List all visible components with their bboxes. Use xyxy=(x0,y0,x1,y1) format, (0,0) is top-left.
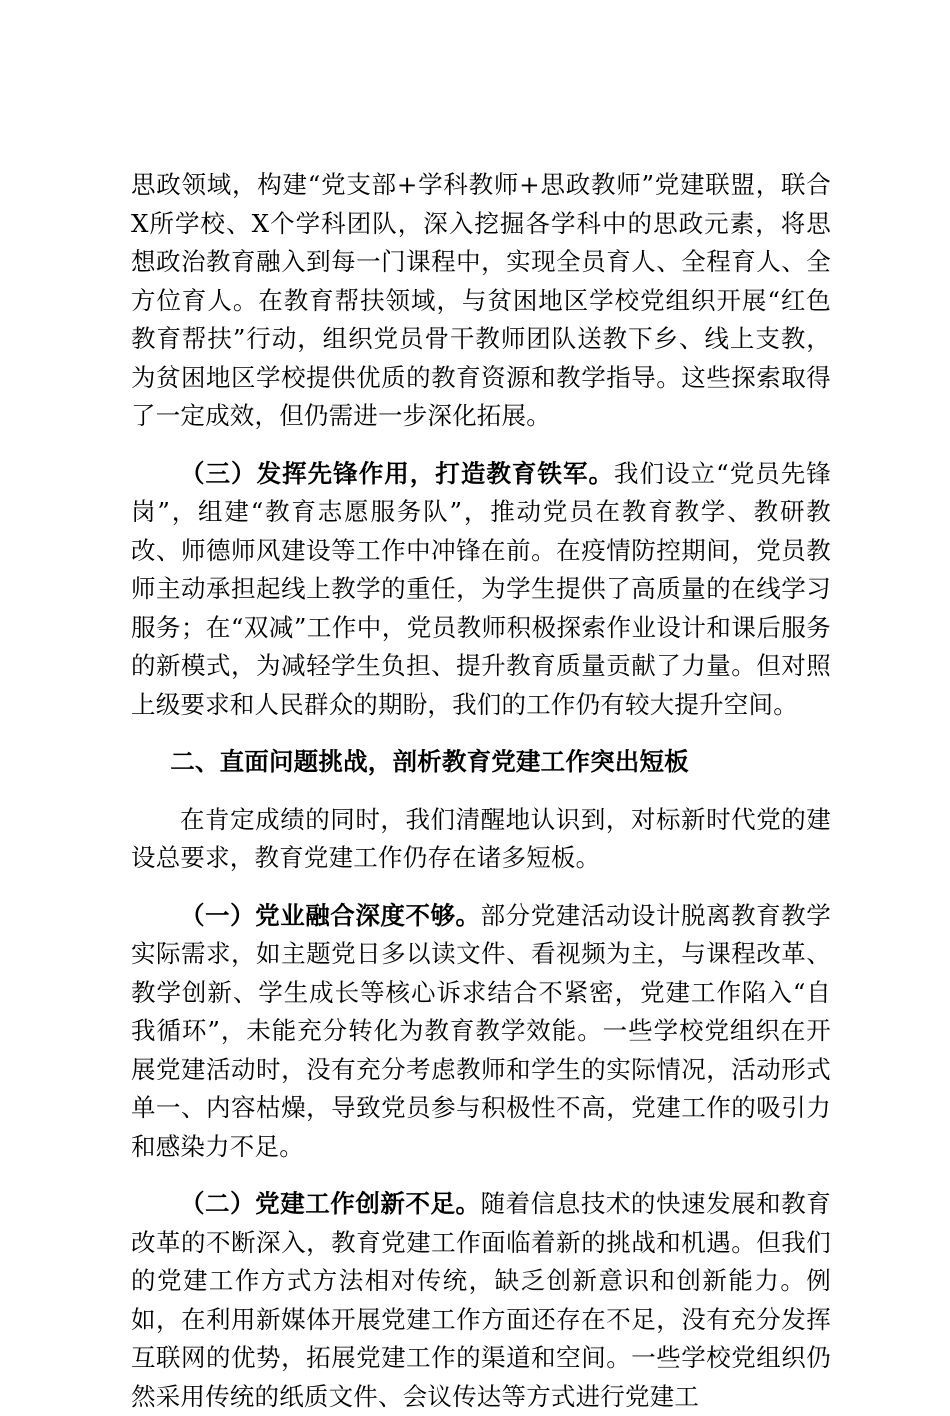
paragraph-section-1 xyxy=(131,897,831,1167)
paragraph-section-3 xyxy=(131,455,831,725)
section-lead-heading: （二）党建工作创新不足。 xyxy=(180,1189,481,1218)
paragraph-continuation xyxy=(131,166,831,436)
paragraph-text: 随着信息技术的快速发展和教育改革的不断深入，教育党建工作面临着新的挑战和机遇。但我们的党建工作方式方法相对传统，缺乏创新意识和创新能力。例如，在利用新媒体开展党建工作方面还存在不足，没有充分发挥互联网的优势，拓展党建工作的渠道和空间。一些学校党组织仍然采用传统的纸质文件、会议传达等方式进行党建工 xyxy=(131,1189,831,1411)
section-lead-heading: （三）发挥先锋作用，打造教育铁军。 xyxy=(180,458,615,488)
section-lead-heading: （一）党业融合深度不够。 xyxy=(180,900,481,930)
paragraph-text: 思政领域，构建“党支部+学科教师+思政教师”党建联盟，联合X所学校、X个学科团队，深入挖掘各学科中的思政元素，将思想政治教育融入到每一门课程中，实现全员育人、全程育人、全方位育人。在教育帮扶领域，与贫困地区学校党组织开展“红色教育帮扶”行动，组织党员骨干教师团队送教下乡、线上支教，为贫困地区学校提供优质的教育资源和教学指导。这些探索取得了一定成效，但仍需进一步深化拓展。 xyxy=(131,170,831,430)
paragraph-intro xyxy=(131,801,831,878)
paragraph-section-2 xyxy=(131,1185,831,1416)
paragraph-text: 部分党建活动设计脱离教育教学实际需求，如主题党日多以读文件、看视频为主，与课程改革、教学创新、学生成长等核心诉求结合不紧密，党建工作陷入“自我循环”，未能充分转化为教育教学效能。一些学校党组织在开展党建活动时，没有充分考虑教师和学生的实际情况，活动形式单一、内容枯燥，导致党员参与积极性不高，党建工作的吸引力和感染力不足。 xyxy=(131,900,831,1161)
document-body xyxy=(131,166,831,1416)
paragraph-text: 在肯定成绩的同时，我们清醒地认识到，对标新时代党的建设总要求，教育党建工作仍存在诸多短板。 xyxy=(131,804,831,872)
chapter-heading-2: 二、直面问题挑战，剖析教育党建工作突出短板 xyxy=(170,747,689,776)
paragraph-text: 我们设立“党员先锋岗”，组建“教育志愿服务队”，推动党员在教育教学、教研教改、师德师风建设等工作中冲锋在前。在疫情防控期间，党员教师主动承担起线上教学的重任，为学生提供了高质量的在线学习服务；在“双减”工作中，党员教师积极探索作业设计和课后服务的新模式，为减轻学生负担、提升教育质量贡献了力量。但对照上级要求和人民群众的期盼，我们的工作仍有较大提升空间。 xyxy=(131,458,832,719)
